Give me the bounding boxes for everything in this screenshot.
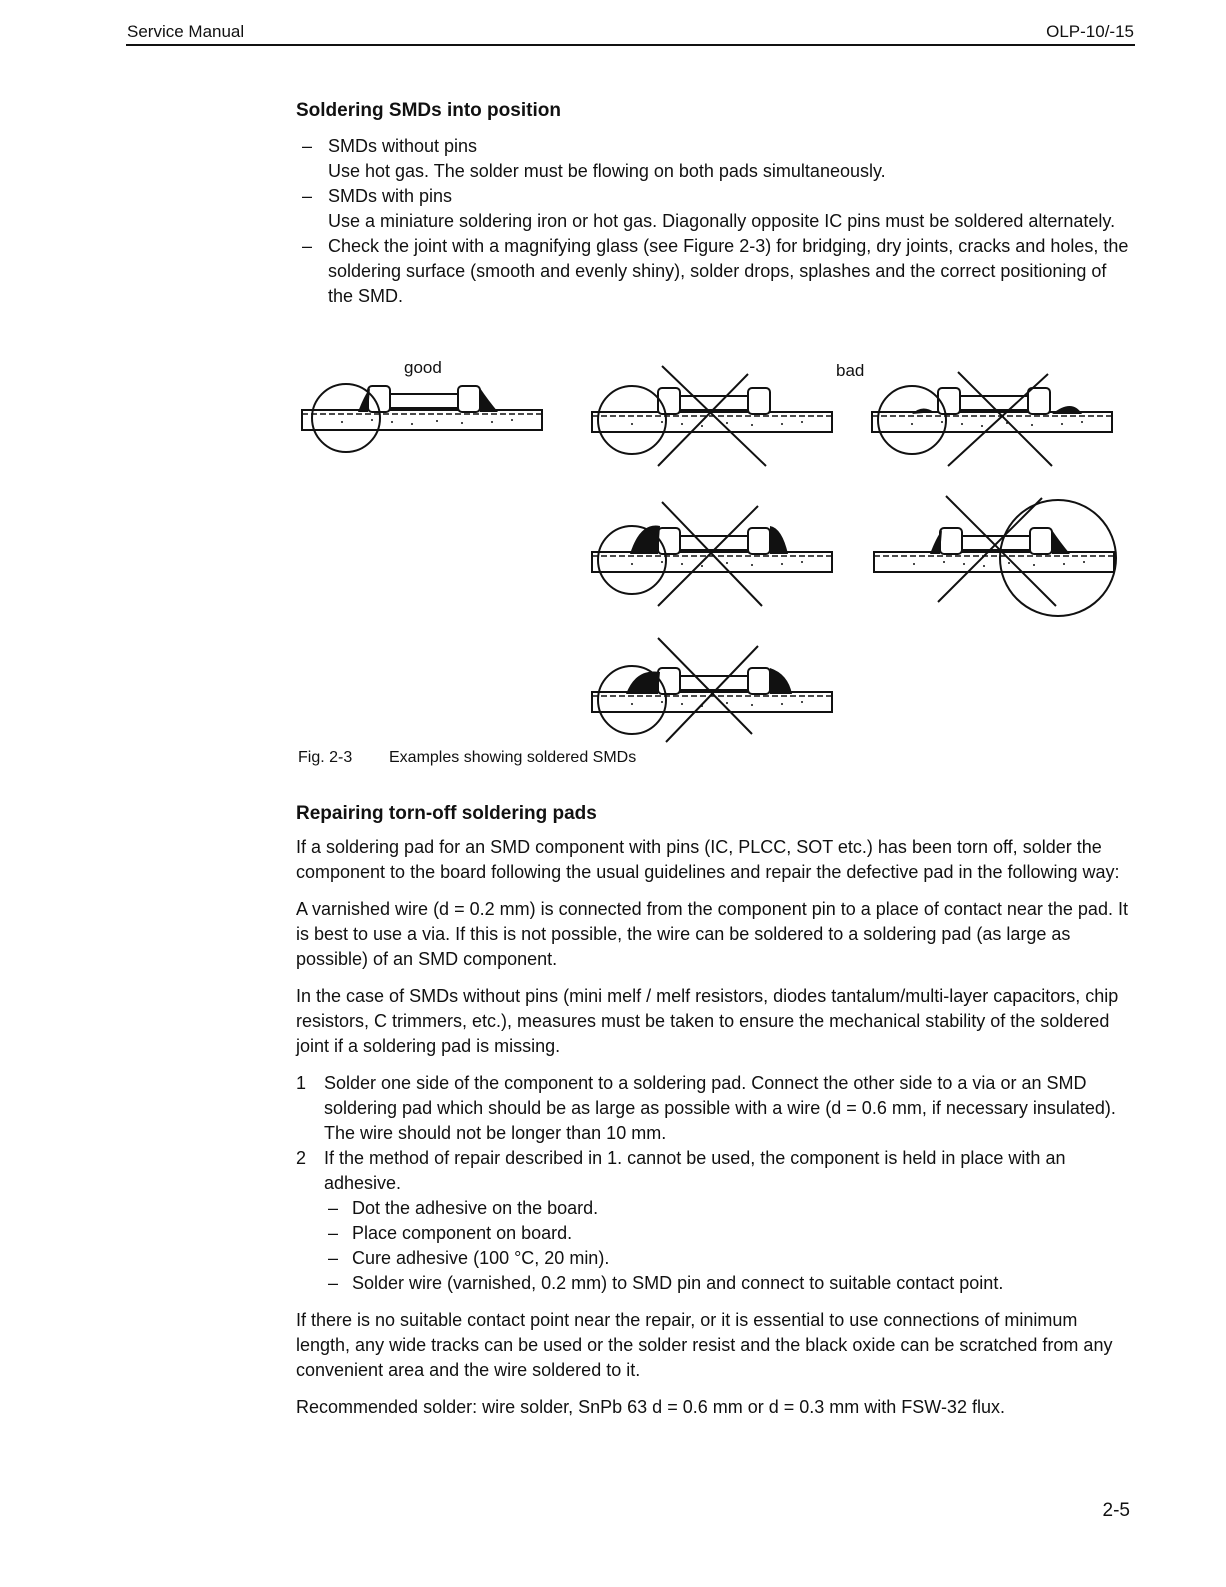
paragraph: In the case of SMDs without pins (mini melf / melf resistors, diodes tantalum/multi-layer capacitors, chip resistors, C trimmers, etc.), measures must be taken to ensure the mechanical stability of the soldered joint if a soldering pad is missing. bbox=[296, 986, 1119, 1056]
repair-steps bbox=[296, 1071, 1136, 1296]
smd-bad-2 bbox=[872, 372, 1112, 466]
list-item bbox=[296, 234, 1136, 309]
paragraph: If there is no suitable contact point near the repair, or it is essential to use connections of minimum length, any wide tracks can be used or the solder resist and the black oxide can be scratched from any convenient area and the wire soldered to it. bbox=[296, 1310, 1113, 1380]
figure-caption bbox=[298, 749, 636, 767]
section-title-repair: Repairing torn-off soldering pads bbox=[296, 803, 597, 824]
list-item: – Dot the adhesive on the board. bbox=[324, 1196, 1136, 1221]
step-text: If the method of repair described in 1. cannot be used, the component is held in place with an adhesive. bbox=[324, 1148, 1066, 1193]
smd-good bbox=[302, 384, 542, 452]
figure-caption-text: Examples showing soldered SMDs bbox=[389, 749, 637, 766]
list-item: – Solder wire (varnished, 0.2 mm) to SMD pin and connect to suitable contact point. bbox=[324, 1271, 1136, 1296]
list-item: – Place component on board. bbox=[324, 1221, 1136, 1246]
page-number: 2-5 bbox=[1102, 1500, 1130, 1521]
smd-bad-4 bbox=[874, 496, 1116, 616]
smd-bad-5 bbox=[592, 638, 832, 742]
list-item-text: – Check the joint with a magnifying glass (see Figure 2-3) for bridging, dry joints, cracks and holes, the soldering surface (smooth and evenly shiny), solder drops, splashes and the correct positioning of the SMD. bbox=[328, 236, 1129, 306]
figure-smd-examples bbox=[296, 356, 1136, 746]
section-soldering bbox=[296, 100, 1136, 309]
figure-label-good: good bbox=[404, 358, 442, 377]
figure-label-bad: bad bbox=[836, 361, 865, 380]
list-item bbox=[296, 134, 1136, 184]
list-item bbox=[296, 184, 1136, 234]
header-rule bbox=[126, 44, 1135, 46]
recommended-solder: Recommended solder: wire solder, SnPb 63 d = 0.6 mm or d = 0.3 mm with FSW-32 flux. bbox=[296, 1397, 1005, 1417]
figure-drawing bbox=[296, 356, 1136, 746]
header-title: Service Manual bbox=[127, 22, 245, 41]
step-text: Solder one side of the component to a soldering pad. Connect the other side to a via or an SMD soldering pad which should be as large as possible with a wire (d = 0.6 mm, if necessary insulated). The wire should not be longer than 10 mm. bbox=[324, 1073, 1116, 1143]
section-repair bbox=[296, 803, 1136, 1420]
paragraph: A varnished wire (d = 0.2 mm) is connected from the component pin to a place of contact near the pad. It is best to use a via. If this is not possible, the wire can be soldered to a soldering pad (as large as possible) of an SMD component. bbox=[296, 899, 1128, 969]
figure-caption-number: Fig. 2-3 bbox=[298, 749, 353, 766]
list-item-text: Use hot gas. The solder must be flowing on both pads simultaneously. bbox=[328, 161, 886, 181]
list-item-title: – SMDs with pins bbox=[328, 186, 453, 206]
smd-bad-1 bbox=[592, 366, 832, 466]
soldering-list bbox=[296, 134, 1136, 309]
section-title-soldering: Soldering SMDs into position bbox=[296, 100, 561, 121]
list-item bbox=[296, 1146, 1136, 1296]
list-item-title: – SMDs without pins bbox=[328, 136, 478, 156]
step-number: 1 bbox=[296, 1073, 307, 1093]
list-item bbox=[296, 1071, 1136, 1146]
list-item: – Cure adhesive (100 °C, 20 min). bbox=[324, 1246, 1136, 1271]
header-model: OLP-10/-15 bbox=[1046, 22, 1134, 41]
smd-bad-3 bbox=[592, 502, 832, 606]
step-number: 2 bbox=[296, 1148, 307, 1168]
list-item-text: Use a miniature soldering iron or hot gas. Diagonally opposite IC pins must be soldered alternately. bbox=[328, 211, 1116, 231]
paragraph: If a soldering pad for an SMD component with pins (IC, PLCC, SOT etc.) has been torn off, solder the component to the board following the usual guidelines and repair the defective pad in the following way: bbox=[296, 837, 1120, 882]
adhesive-substeps bbox=[324, 1196, 1136, 1296]
